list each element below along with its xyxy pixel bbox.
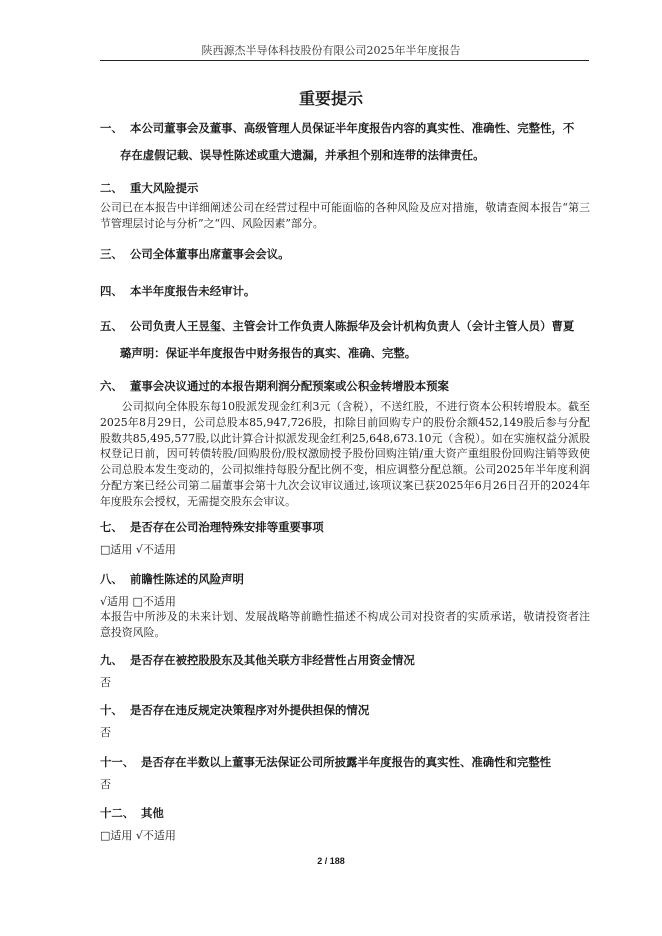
section-8 <box>100 571 590 641</box>
section-2-number: 二、 <box>100 181 123 195</box>
page-title: 重要提示 <box>298 89 363 108</box>
section-8-number: 八、 <box>100 572 123 586</box>
section-7-answer: □适用 √不适用 <box>100 543 176 556</box>
section-12-number: 十二、 <box>100 806 135 820</box>
section-12-answer: □适用 √不适用 <box>100 829 176 842</box>
section-7-heading: 是否存在公司治理特殊安排等重要事项 <box>130 520 324 534</box>
section-10-number: 十、 <box>100 703 123 717</box>
page-number: 2 / 188 <box>317 856 345 866</box>
section-4-number: 四、 <box>100 284 123 298</box>
section-2 <box>100 180 590 232</box>
section-6-heading: 董事会决议通过的本报告期利润分配预案或公积金转增股本预案 <box>130 379 449 393</box>
section-5-line1: 公司负责人王昱玺、主管会计工作负责人陈振华及会计机构负责人（会计主管人员）曹夏 <box>130 319 575 333</box>
section-8-heading: 前瞻性陈述的风险声明 <box>130 572 244 586</box>
section-7 <box>100 519 590 557</box>
section-6-body: 公司拟向全体股东每10股派发现金红利3元（含税），不送红股，不进行资本公积转增股本。截至2025年8月29日，公司总股本85,947,726股，扣除目前回购专户的股份余额452,149股后参与分配股数共85,495,577股,以此计算合计拟派发现金红利25,648,673.10元（含税）。如在实施权益分派股权登记日前，因可转债转股/回购股份/股权激励授予股份回购注销/重大资产重组股份回购注销等致使公司总股本发生变动的，公司拟维持每股分配比例不变，相应调整分配总额。公司2025年半年度利润分配方案已经公司第二届董事会第十九次会议审议通过,该项议案已获2025年6月26日召开的2024年年度股东会授权，无需提交股东会审议。 <box>100 400 590 508</box>
section-6 <box>100 378 590 510</box>
section-10-heading: 是否存在违反规定决策程序对外提供担保的情况 <box>130 703 370 717</box>
section-3-number: 三、 <box>100 247 123 261</box>
section-3-heading: 公司全体董事出席董事会会议。 <box>130 247 290 261</box>
section-1-number: 一、 <box>100 121 123 135</box>
section-6-number: 六、 <box>100 379 123 393</box>
section-11 <box>100 754 590 792</box>
section-12-heading: 其他 <box>141 806 164 820</box>
section-2-body: 公司已在本报告中详细阐述公司在经营过程中可能面临的各种风险及应对措施，敬请查阅本报告“第三节管理层讨论与分析”之“四、风险因素”部分。 <box>100 201 590 230</box>
section-4 <box>100 283 590 300</box>
section-11-heading: 是否存在半数以上董事无法保证公司所披露半年度报告的真实性、准确性和完整性 <box>141 755 552 769</box>
section-11-number: 十一、 <box>100 755 135 769</box>
section-5 <box>100 318 590 362</box>
section-8-answer: √适用 □不适用 <box>100 595 176 608</box>
section-9-number: 九、 <box>100 653 123 667</box>
running-header: 陕西源杰半导体科技股份有限公司2025年半年度报告 <box>201 44 461 57</box>
section-9-answer: 否 <box>100 676 111 689</box>
section-4-heading: 本半年度报告未经审计。 <box>130 284 256 298</box>
section-3 <box>100 246 590 263</box>
section-12 <box>100 805 590 843</box>
section-9-heading: 是否存在被控股股东及其他关联方非经营性占用资金情况 <box>130 653 415 667</box>
section-1-line1: 本公司董事会及董事、高级管理人员保证半年度报告内容的真实性、准确性、完整性，不 <box>130 121 575 135</box>
section-8-body: 本报告中所涉及的未来计划、发展战略等前瞻性描述不构成公司对投资者的实质承诺，敬请投资者注意投资风险。 <box>100 610 590 639</box>
section-1 <box>100 120 590 164</box>
section-7-number: 七、 <box>100 520 123 534</box>
header-divider <box>100 60 589 61</box>
section-5-line2: 璐声明：保证半年度报告中财务报告的真实、准确、完整。 <box>120 346 417 360</box>
section-10-answer: 否 <box>100 726 111 739</box>
section-1-line2: 存在虚假记载、误导性陈述或重大遗漏，并承担个别和连带的法律责任。 <box>120 148 485 162</box>
section-2-heading: 重大风险提示 <box>130 181 199 195</box>
section-9 <box>100 652 590 690</box>
section-11-answer: 否 <box>100 778 111 791</box>
section-5-number: 五、 <box>100 319 123 333</box>
section-10 <box>100 702 590 740</box>
